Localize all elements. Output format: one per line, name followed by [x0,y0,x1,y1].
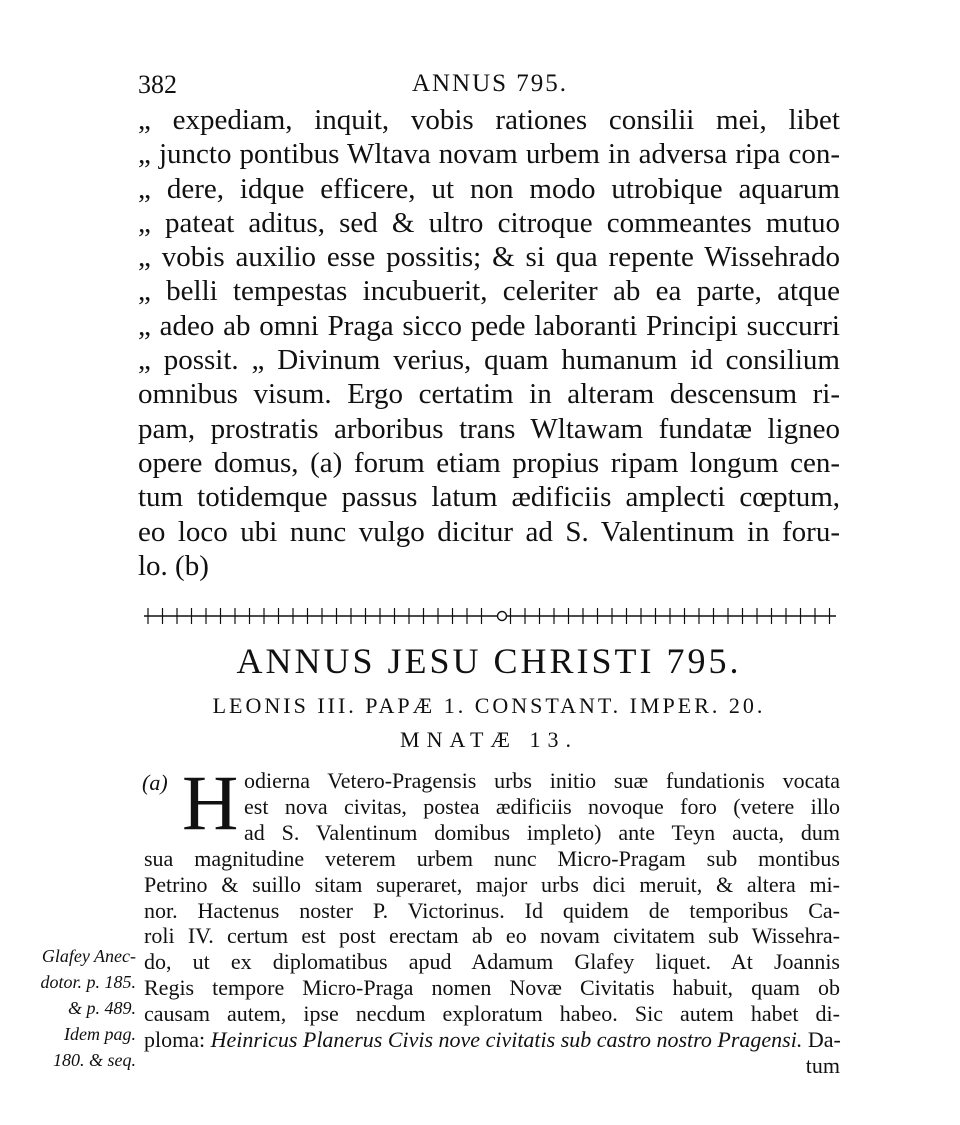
margin-note: & p. 489. [67,997,136,1018]
text-line: „ vobis auxilio esse possitis; & si qua repente Wissehrado [138,241,840,274]
footnote-text: ploma: [144,1027,211,1053]
text-line: „ expediam, inquit, vobis rationes consilii mei, libet [138,104,840,136]
running-head: ANNUS 795. [411,70,569,97]
text-line: „ possit. „ Divinum verius, quam humanum id consilium [138,344,840,377]
main-text [138,103,840,583]
text-line: „ belli tempestas incubuerit, celeriter ab ea parte, atque [138,275,840,308]
footnote-marker: (a) [142,770,168,795]
text-line: lo. (b) [138,549,209,582]
footnote-text: Da- [802,1027,841,1053]
footnote-line [144,1027,840,1053]
footnote-line: roli IV. certum est post erectam ab eo novam civitatem sub Wissehra- [144,923,840,949]
footnote-line: odierna Vetero-Pragensis urbs initio suæ fundationis vocata [244,768,840,793]
text-line: opere domus, (a) forum etiam propius ripam longum cen- [138,446,840,479]
catchword: tum [805,1052,840,1078]
section-subtitle-2: MNATÆ 13. [400,727,578,752]
margin-note: 180. & seq. [53,1049,136,1070]
text-line: „ dere, idque efficere, ut non modo utrobique aquarum [138,172,840,205]
footnote-line: Petrino & suillo sitam superaret, major urbs dici meruit, & altera mi- [144,871,840,897]
text-line: tum totidemque passus latum ædificiis amplecti cœptum, [138,481,840,514]
footnote-line: est nova civitas, postea ædificiis novoque foro (vetere illo [244,793,840,819]
footnote-line: sua magnitudine veterem urbem nunc Micro-Pragam sub montibus [144,845,840,871]
footnote-line: nor. Hactenus noster P. Victorinus. Id quidem de temporibus Ca- [144,897,840,923]
ornament-divider [140,603,840,629]
margin-note: Idem pag. [64,1023,136,1044]
footnote-full [144,846,840,1079]
footnote-line: causam autem, ipse necdum exploratum habeo. Sic autem habet di- [144,1001,840,1027]
text-line: „ juncto pontibus Wltava novam urbem in adversa ripa con- [138,138,840,171]
footnote-line: do, ut ex diplomatibus apud Adamum Glafey liquet. At Joannis [144,949,840,975]
margin-notes [18,944,136,1074]
margin-note: Glafey Anec- [41,946,136,966]
page-header [138,70,842,106]
section-subtitle: LEONIS III. PAPÆ 1. CONSTANT. IMPER. 20. [212,693,766,718]
text-line: pam, prostratis arboribus trans Wltawam fundatæ ligneo [138,412,840,445]
text-line: „ pateat aditus, sed & ultro citroque commeantes mutuo [138,206,840,239]
margin-note: dotor. p. 185. [40,971,136,992]
page-number: 382 [138,70,177,99]
footnote-line: ad S. Valentinum domibus impleto) ante Teyn aucta, dum [244,819,840,845]
text-line: eo loco ubi nunc vulgo dicitur ad S. Valentinum in foru- [138,515,840,548]
section-title: ANNUS JESU CHRISTI 795. [236,641,742,681]
drop-cap: H [182,759,239,846]
footnote-line: Regis tempore Micro-Praga nomen Novæ Civitatis habuit, quam ob [144,975,840,1001]
text-line: omnibus visum. Ergo certatim in alteram descensum ri- [138,378,840,411]
footnote-indented [244,768,840,846]
text-line: „ adeo ab omni Praga sicco pede laboranti Principi succurri [138,309,840,342]
footnote-quote: Heinricus Planerus Civis nove civitatis sub castro nostro Pragensi. [210,1027,803,1053]
